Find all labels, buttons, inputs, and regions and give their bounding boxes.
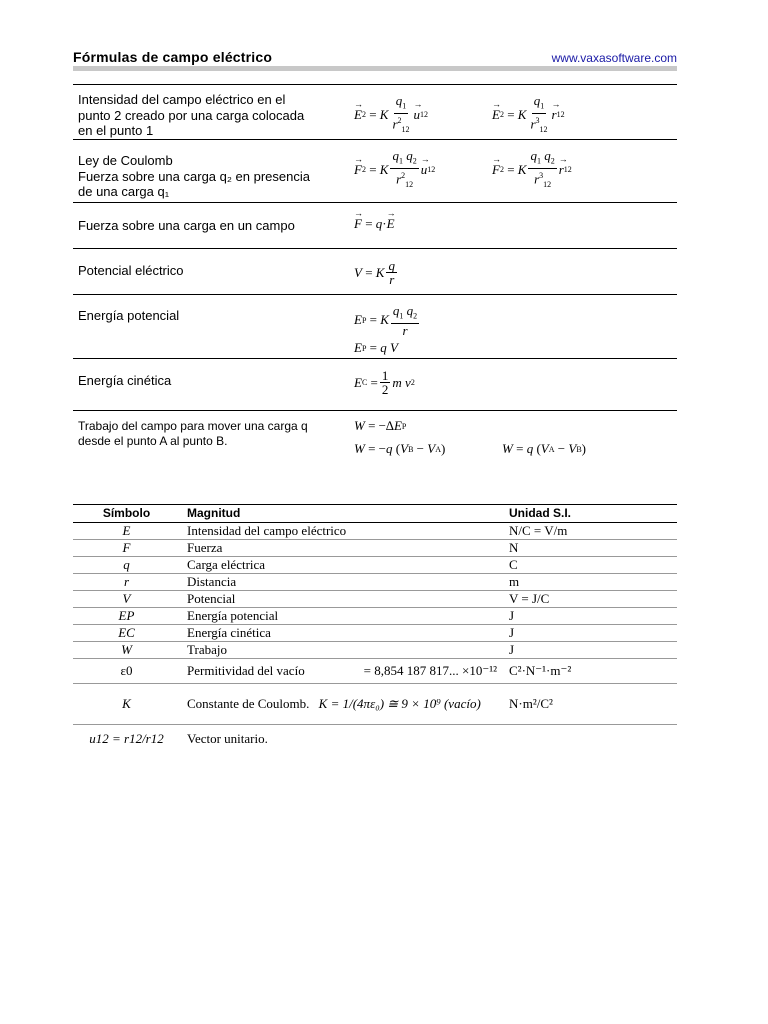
unit-cell: C²·N⁻¹·m⁻² (507, 659, 677, 684)
table-row (73, 625, 677, 642)
magnitude-cell: Distancia (180, 574, 507, 591)
magnitude-label: Permitividad del vacío (187, 663, 305, 678)
magnitude-cell: Energía potencial (180, 608, 507, 625)
magnitude-cell: Intensidad del campo eléctrico (180, 523, 507, 540)
unit-cell: C (507, 557, 677, 574)
symbols-table (73, 504, 677, 779)
symbol-cell: u12 = r12/r12 (89, 731, 164, 746)
row-separator (73, 84, 677, 85)
formula-force-in-field: → F = q · → E (354, 216, 395, 232)
magnitude-cell (180, 684, 507, 725)
symbol-cell: EC (73, 625, 180, 642)
magnitude-cell: Potencial (180, 591, 507, 608)
unit-cell: V = J/C (507, 591, 677, 608)
table-row (73, 608, 677, 625)
unit-cell: J (507, 608, 677, 625)
formula-work-delta-ep: W = −∆ E P (354, 418, 407, 433)
formula-description: Fuerza sobre una carga en un campo (78, 218, 295, 233)
unit-cell: J (507, 642, 677, 659)
symbol-cell: V (73, 591, 180, 608)
table-row (73, 591, 677, 608)
formula-description: Intensidad del campo eléctrico en el punto 2 creado por una carga colocada en el punto 1 (78, 92, 305, 138)
formula-description: Ley de Coulomb Fuerza sobre una carga q₂ en presencia de una carga q₁ (78, 153, 310, 199)
formula-kinetic-energy: E C = $\frac{1}{2}$ m v 2 (354, 368, 415, 397)
unit-cell: N/C = V/m (507, 523, 677, 540)
magnitude-cell: Fuerza (180, 540, 507, 557)
unit-cell: J (507, 625, 677, 642)
row-separator (73, 248, 677, 249)
magnitude-cell: Vector unitario. (187, 731, 268, 746)
table-row (73, 540, 677, 557)
row-separator (73, 294, 677, 295)
table-row (73, 684, 677, 725)
formula-work-potential-diff-alt: W = q ( V A − V B ) (502, 441, 586, 456)
permittivity-value: = 8,854 187 817... ×10⁻¹² (363, 663, 497, 678)
formula-coulomb-unit-vector: → F 2 = K $\frac{q_1 q_2}{r^2_{12}}$ → u 12 (354, 149, 435, 191)
unit-cell: N·m²/C² (507, 684, 677, 725)
symbol-cell: K (73, 684, 180, 725)
row-separator (73, 202, 677, 203)
column-header-unit: Unidad S.I. (507, 505, 677, 523)
table-row (73, 523, 677, 540)
table-row (73, 642, 677, 659)
header-divider (73, 66, 677, 71)
row-separator (73, 358, 677, 359)
formula-field-intensity-unit-vector: → E 2 = K $\frac{q_1}{r^2_{12}}$ → u 12 (354, 94, 428, 136)
formula-work-potential-diff: W = − q ( V B − V A ) (354, 441, 446, 456)
symbol-cell: EP (73, 608, 180, 625)
unit-cell (507, 725, 677, 780)
table-row (73, 725, 677, 780)
row-separator (73, 410, 677, 411)
magnitude-cell: Energía cinética (180, 625, 507, 642)
coulomb-constant-value: K = 1/(4πε₀) ≅ 9 × 10⁹ (vacío) (318, 696, 481, 711)
magnitude-cell (180, 659, 507, 684)
website-link[interactable]: www.vaxasoftware.com (551, 51, 677, 65)
row-separator (73, 139, 677, 140)
symbol-cell: q (73, 557, 180, 574)
magnitude-cell: Trabajo (180, 642, 507, 659)
formula-description: Energía cinética (78, 373, 172, 388)
formula-description: Energía potencial (78, 308, 180, 323)
formula-description: Potencial eléctrico (78, 263, 184, 278)
magnitude-label: Constante de Coulomb. (187, 696, 310, 711)
table-row (73, 557, 677, 574)
page-title: Fórmulas de campo eléctrico (73, 49, 273, 65)
column-header-symbol: Símbolo (73, 505, 180, 523)
column-header-magnitude: Magnitud (180, 505, 507, 523)
formula-potential-energy: E P = K $\frac{q_1 q_2}{r}$ (354, 303, 418, 338)
symbol-cell: r (73, 574, 180, 591)
formula-field-intensity-vector: → E 2 = K $\frac{q_1}{r^3_{12}}$ → r 12 (492, 94, 565, 136)
magnitude-cell: Carga eléctrica (180, 557, 507, 574)
table-header-row (73, 505, 677, 523)
formula-electric-potential: V = K $\frac{q}{r}$ (354, 258, 395, 287)
unit-cell: m (507, 574, 677, 591)
symbol-cell: F (73, 540, 180, 557)
symbol-cell: ε0 (73, 659, 180, 684)
unit-cell: N (507, 540, 677, 557)
symbol-cell: W (73, 642, 180, 659)
symbol-cell: E (73, 523, 180, 540)
formula-coulomb-vector: → F 2 = K $\frac{q_1 q_2}{r^3_{12}}$ → r 12 (492, 149, 572, 191)
table-row (73, 659, 677, 684)
table-row (73, 574, 677, 591)
formula-description: Trabajo del campo para mover una carga q desde el punto A al punto B. (78, 419, 308, 448)
formula-potential-energy-qv: E P = q V (354, 340, 398, 355)
